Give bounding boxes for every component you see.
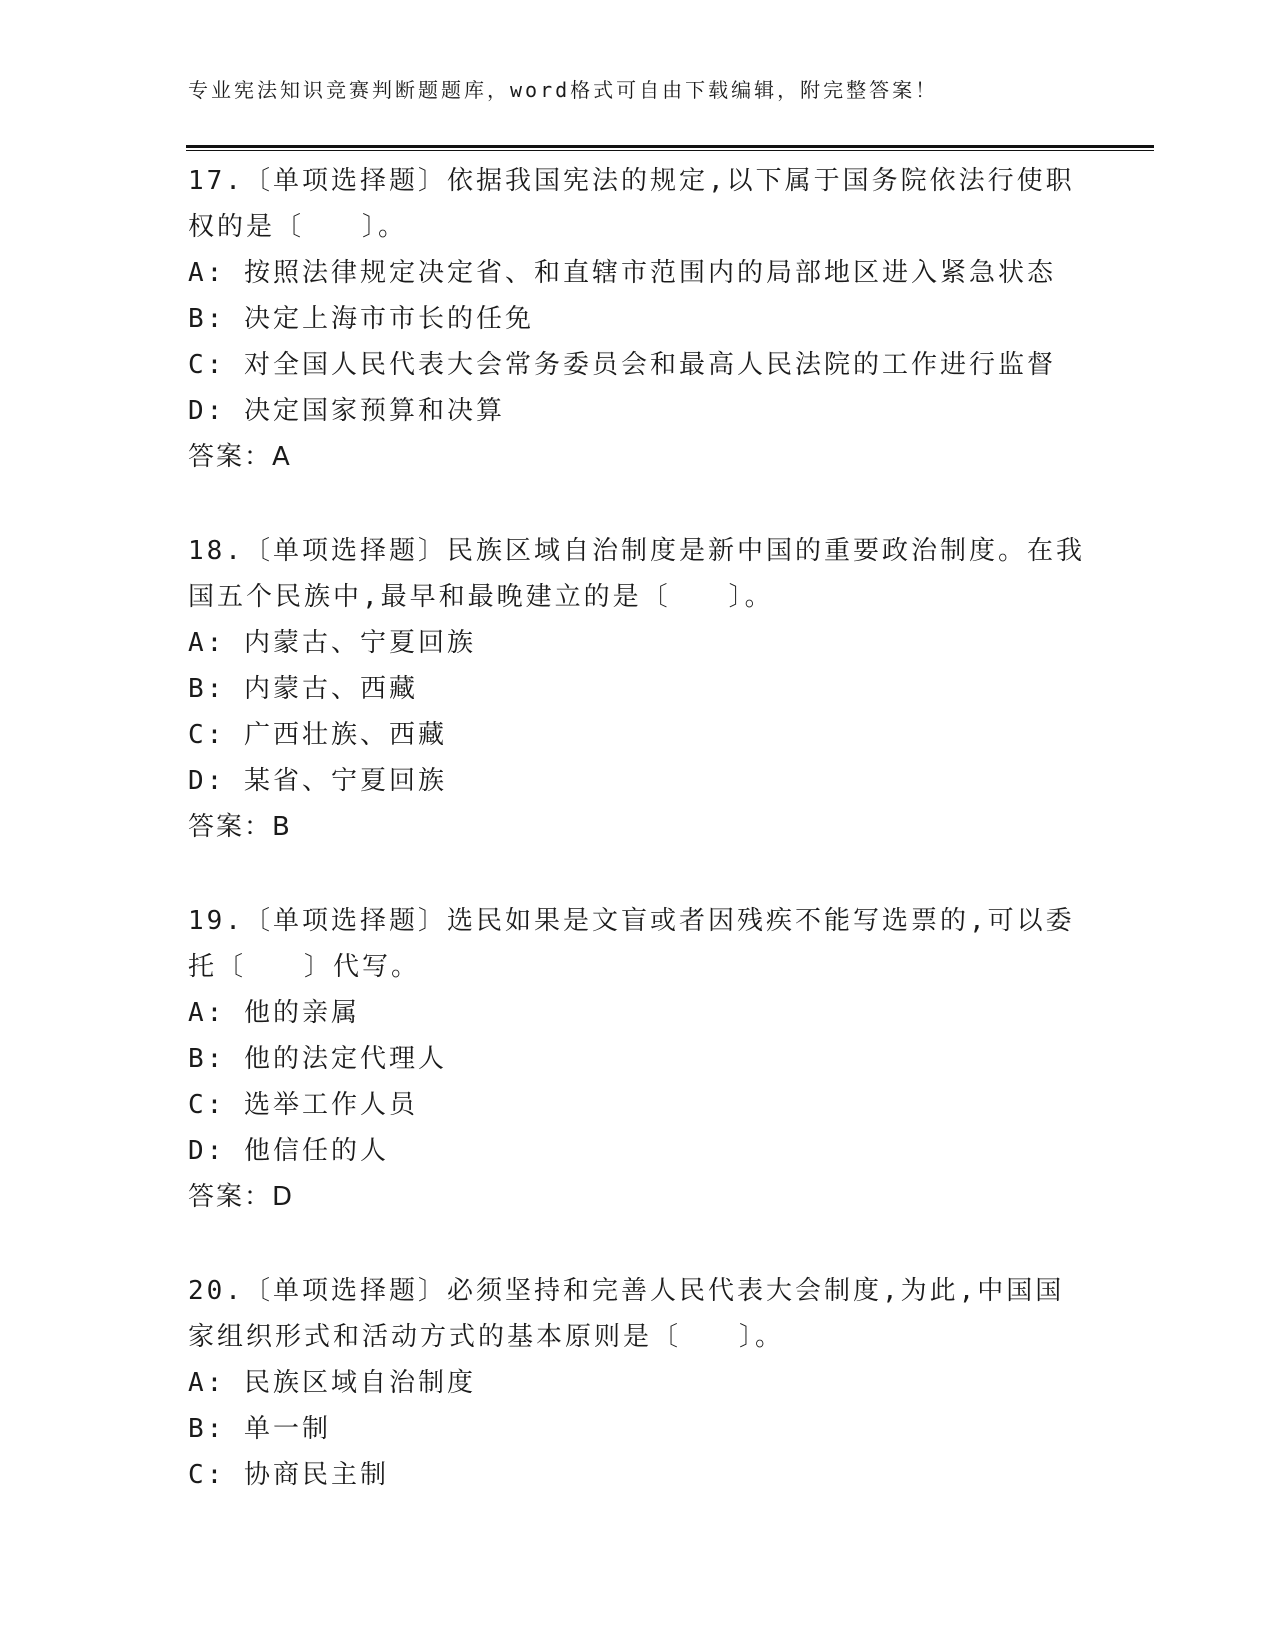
question-stem: 17.〔单项选择题〕依据我国宪法的规定,以下属于国务院依法行使职权的是〔 〕。 xyxy=(188,166,1075,242)
answer-line: 答案：A xyxy=(188,442,292,472)
option-d xyxy=(188,1128,1088,1174)
option-key: C: xyxy=(188,1460,226,1490)
option-b xyxy=(188,1036,1088,1082)
option-text: 协商民主制 xyxy=(243,1460,389,1490)
answer-line: 答案：D xyxy=(188,1182,295,1212)
option-key: C: xyxy=(188,1090,226,1120)
question-18 xyxy=(188,528,1088,850)
option-c xyxy=(188,342,1088,388)
option-c xyxy=(188,712,1088,758)
option-text: 广西壮族、西藏 xyxy=(243,720,447,750)
option-text: 选举工作人员 xyxy=(243,1090,418,1120)
option-key: D: xyxy=(188,1136,226,1166)
option-key: D: xyxy=(188,396,226,426)
option-key: A: xyxy=(188,1368,226,1398)
option-text: 按照法律规定决定省、和直辖市范围内的局部地区进入紧急状态 xyxy=(243,258,1056,288)
option-key: D: xyxy=(188,766,226,796)
option-a xyxy=(188,1360,1088,1406)
option-b xyxy=(188,1406,1088,1452)
option-key: A: xyxy=(188,998,226,1028)
option-text: 对全国人民代表大会常务委员会和最高人民法院的工作进行监督 xyxy=(243,350,1056,380)
option-c xyxy=(188,1452,1088,1498)
option-key: B: xyxy=(188,304,226,334)
option-a xyxy=(188,620,1088,666)
option-c xyxy=(188,1082,1088,1128)
option-text: 他的法定代理人 xyxy=(243,1044,447,1074)
question-stem: 19.〔单项选择题〕选民如果是文盲或者因残疾不能写选票的,可以委托〔 〕代写。 xyxy=(188,906,1075,982)
question-19 xyxy=(188,898,1088,1220)
option-key: B: xyxy=(188,1044,226,1074)
option-a xyxy=(188,250,1088,296)
page-header: 专业宪法知识竞赛判断题题库，word格式可自由下载编辑，附完整答案！ xyxy=(188,78,939,102)
option-key: C: xyxy=(188,720,226,750)
question-stem: 18.〔单项选择题〕民族区域自治制度是新中国的重要政治制度。在我国五个民族中,最早和最晚建立的是〔 〕。 xyxy=(188,536,1085,612)
option-b xyxy=(188,296,1088,342)
option-key: A: xyxy=(188,258,226,288)
option-text: 内蒙古、西藏 xyxy=(243,674,418,704)
option-b xyxy=(188,666,1088,712)
option-text: 他信任的人 xyxy=(243,1136,389,1166)
question-17 xyxy=(188,158,1088,480)
answer-line: 答案：B xyxy=(188,812,292,842)
question-20 xyxy=(188,1268,1088,1498)
header-divider-thin xyxy=(186,150,1154,151)
option-text: 单一制 xyxy=(243,1414,331,1444)
header-divider-thick xyxy=(186,145,1154,148)
option-text: 内蒙古、宁夏回族 xyxy=(243,628,476,658)
option-text: 决定国家预算和决算 xyxy=(243,396,505,426)
question-stem: 20.〔单项选择题〕必须坚持和完善人民代表大会制度,为此,中国国家组织形式和活动方式的基本原则是〔 〕。 xyxy=(188,1276,1065,1352)
option-key: C: xyxy=(188,350,226,380)
option-key: B: xyxy=(188,1414,226,1444)
question-list xyxy=(188,158,1088,1546)
option-d xyxy=(188,758,1088,804)
option-key: B: xyxy=(188,674,226,704)
option-d xyxy=(188,388,1088,434)
option-key: A: xyxy=(188,628,226,658)
option-a xyxy=(188,990,1088,1036)
option-text: 某省、宁夏回族 xyxy=(243,766,447,796)
option-text: 决定上海市市长的任免 xyxy=(243,304,534,334)
option-text: 他的亲属 xyxy=(243,998,360,1028)
option-text: 民族区域自治制度 xyxy=(243,1368,476,1398)
